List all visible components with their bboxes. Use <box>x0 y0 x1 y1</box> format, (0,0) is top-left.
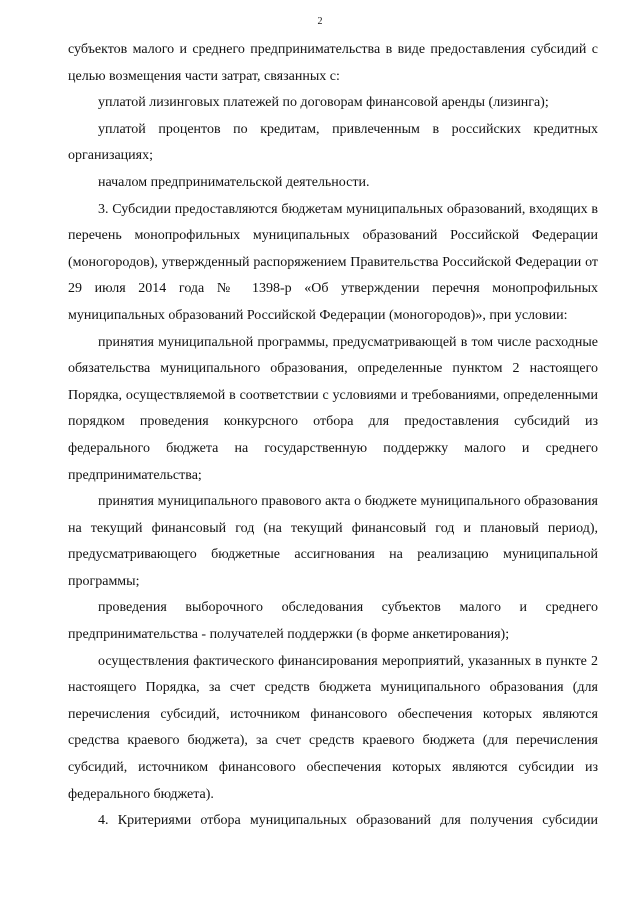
paragraph-clause-4: 4. Критериями отбора муниципальных образований для получения субсидии <box>98 813 598 829</box>
paragraph-leasing: уплатой лизинговых платежей по договорам финансовой аренды (лизинга); <box>98 95 549 111</box>
paragraph-municipal-program: принятия муниципальной программы, предусматривающей в том числе расходные обязательства муниципального образования, определенные пунктом 2 настоящего Порядка, осуществляемой в соответствии с условиями и требованиями, определенными порядком проведения конкурсного отбора для предоставления субсидий из федерального бюджета на государственную поддержку малого и среднего предпринимательства; <box>68 334 598 483</box>
paragraph-financing: осуществления фактического финансирования мероприятий, указанных в пункте 2 настоящего Порядка, за счет средств бюджета муниципального образования (для перечисления субсидий, источником финансового обеспечения которых являются средства краевого бюджета), за счет средств краевого бюджета (для перечисления субсидий, источником финансового обеспечения которых являются субсидии из федерального бюджета). <box>68 653 598 802</box>
paragraph-continuation: субъектов малого и среднего предпринимательства в виде предоставления субсидий с целью возмещения части затрат, связанных с: <box>68 42 598 84</box>
page-number: 2 <box>317 16 323 27</box>
document-body <box>68 37 598 835</box>
paragraph-budget-act: принятия муниципального правового акта о бюджете муниципального образования на текущий финансовый год (на текущий финансовый год и плановый период), предусматривающего бюджетные ассигнования на реализацию муниципальной программы; <box>68 494 598 589</box>
paragraph-survey: проведения выборочного обследования субъектов малого и среднего предпринимательства - получателей поддержки (в форме анкетирования); <box>68 600 598 643</box>
paragraph-credit-interest: уплатой процентов по кредитам, привлеченным в российских кредитных организациях; <box>68 121 598 164</box>
paragraph-business-start: началом предпринимательской деятельности. <box>98 174 370 190</box>
paragraph-clause-3: 3. Субсидии предоставляются бюджетам муниципальных образований, входящих в перечень монопрофильных муниципальных образований Российской Федерации (моногородов), утвержденный распоряжением Правительства Российской Федерации от 29 июля 2014 года № 1398-р «Об утверждении перечня монопрофильных муниципальных образований Российской Федерации (моногородов)», при условии: <box>68 201 598 323</box>
